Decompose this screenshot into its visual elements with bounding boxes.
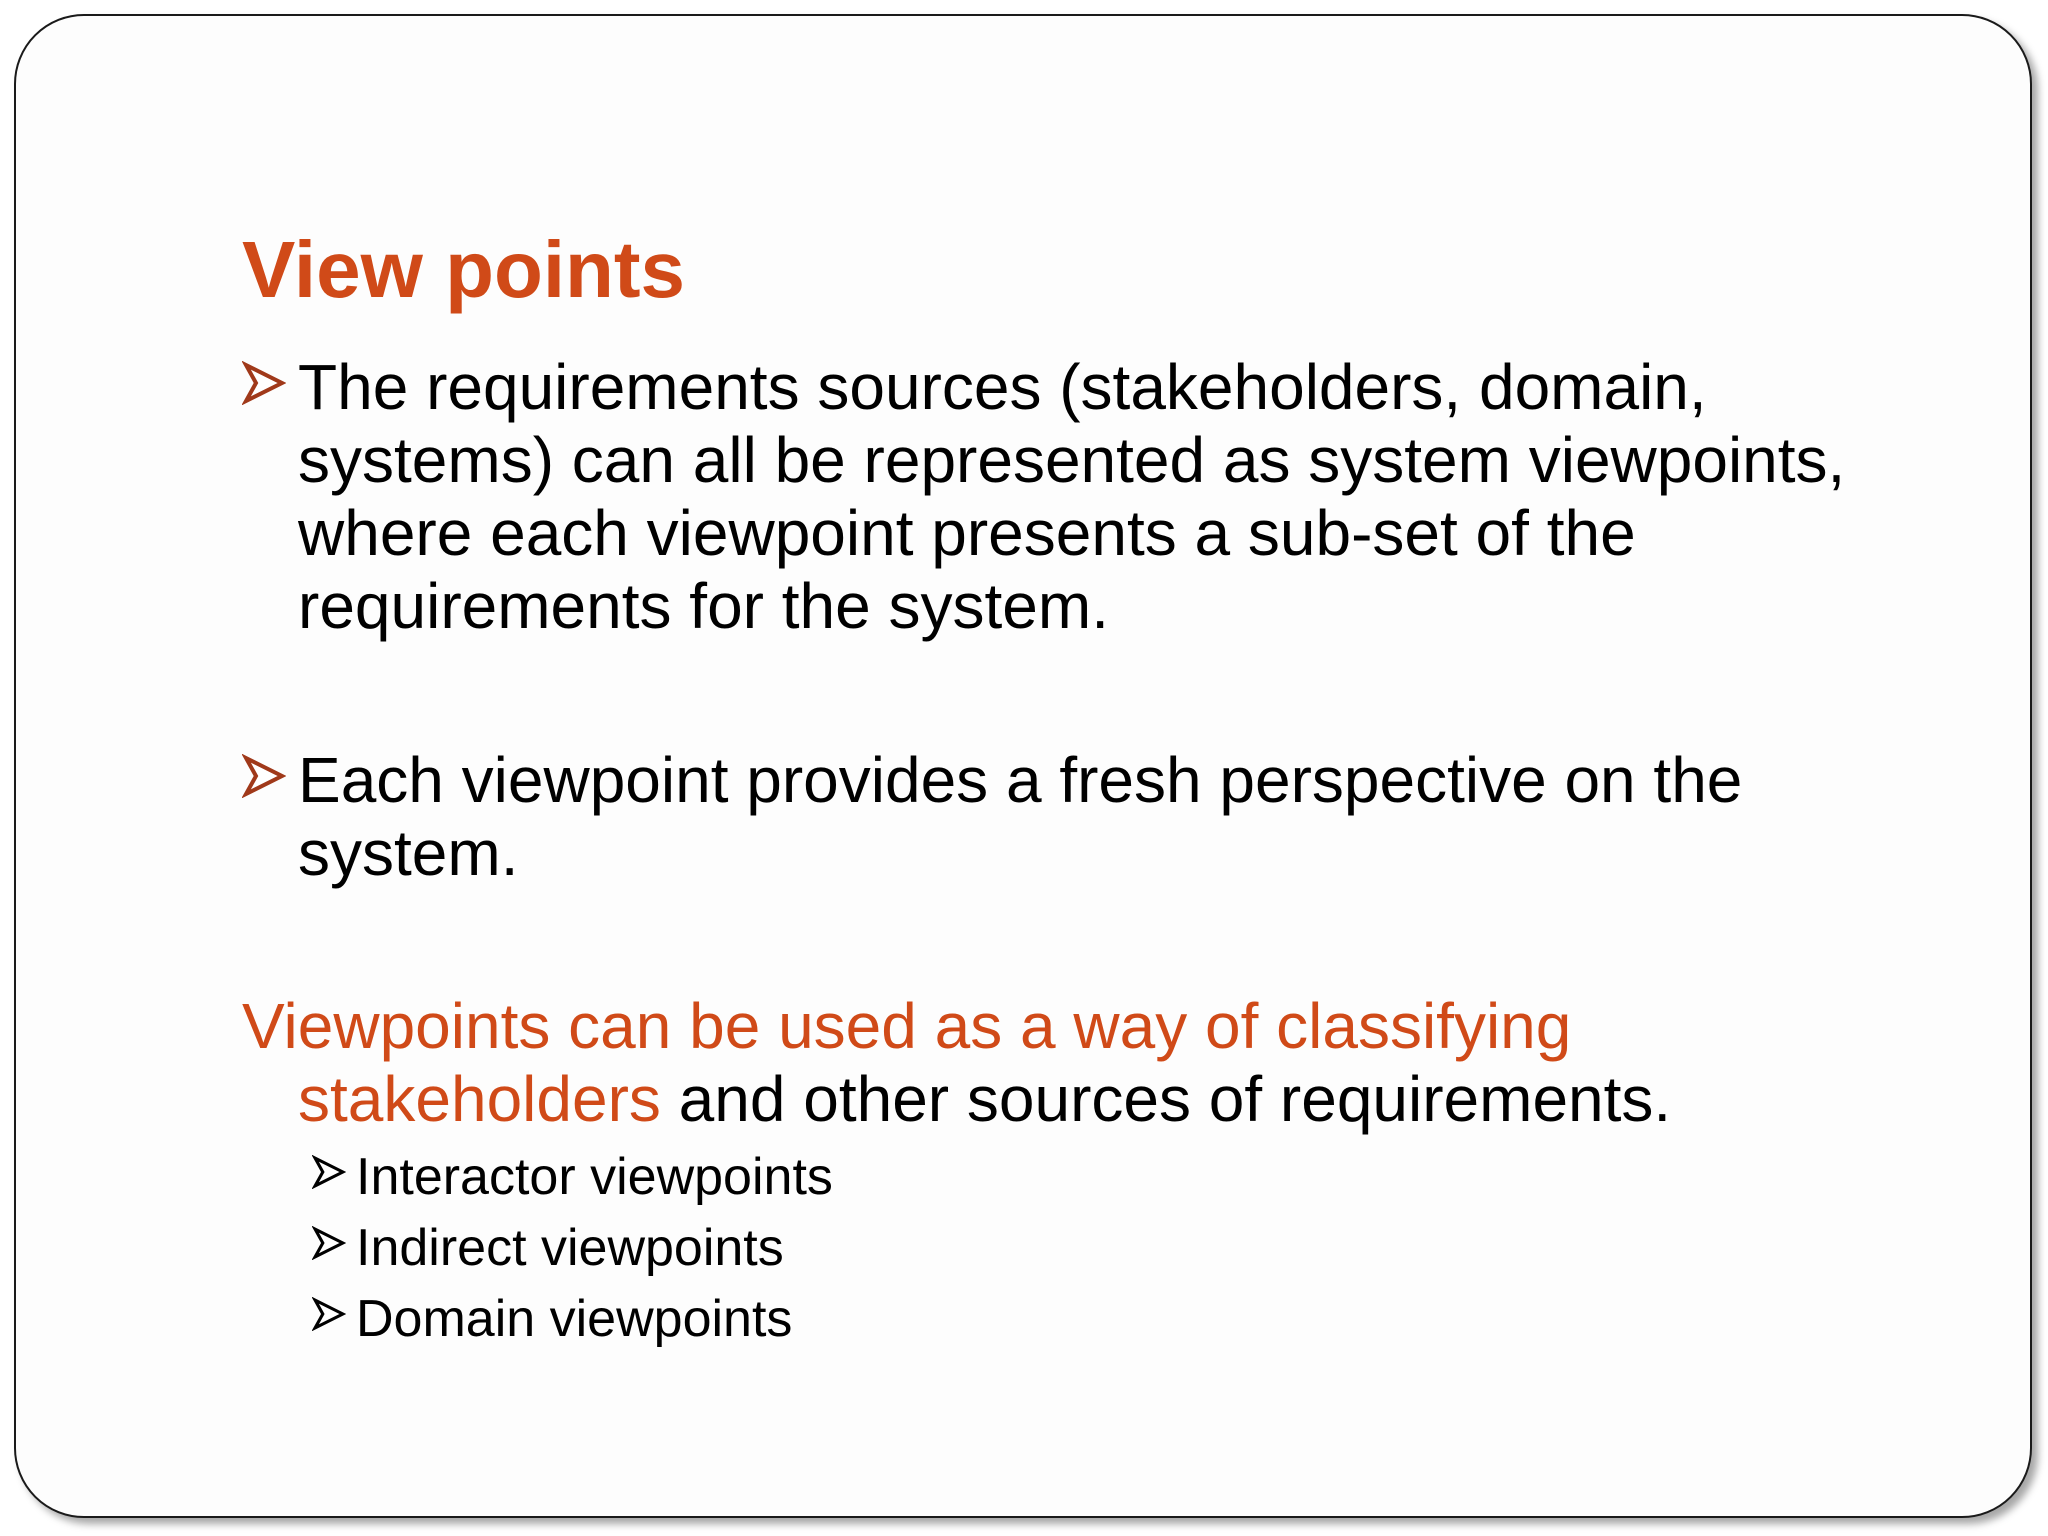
paragraph-rest: and other sources of requirements. bbox=[660, 1063, 1672, 1135]
slide bbox=[14, 14, 2032, 1518]
sub-bullet-item bbox=[312, 1288, 833, 1359]
arrow-bullet-icon bbox=[242, 754, 286, 798]
bullet-item bbox=[242, 351, 1962, 643]
paragraph-line2 bbox=[242, 1063, 2002, 1136]
sub-bullet-text: Domain viewpoints bbox=[356, 1290, 793, 1348]
slide-title: View points bbox=[242, 225, 686, 314]
sub-bullet-item bbox=[312, 1217, 833, 1288]
bullet-text: The requirements sources (stakeholders, domain, systems) can all be represented as system viewpoints, where each viewpoint presents a sub-set of the requirements for the system. bbox=[298, 351, 1846, 642]
sub-bullet-item bbox=[312, 1146, 833, 1217]
sub-bullet-text: Interactor viewpoints bbox=[356, 1148, 833, 1206]
bullet-text: Each viewpoint provides a fresh perspective on the system. bbox=[298, 744, 1743, 889]
arrow-bullet-icon bbox=[312, 1297, 346, 1331]
paragraph-highlight-line1: Viewpoints can be used as a way of classifying bbox=[242, 990, 1572, 1062]
classification-paragraph bbox=[242, 990, 2002, 1136]
arrow-bullet-icon bbox=[312, 1226, 346, 1260]
viewpoint-types-list bbox=[312, 1146, 833, 1359]
paragraph-highlight-line2: stakeholders bbox=[298, 1063, 661, 1135]
arrow-bullet-icon bbox=[312, 1155, 346, 1189]
bullet-item bbox=[242, 744, 1962, 890]
arrow-bullet-icon bbox=[242, 361, 286, 405]
sub-bullet-text: Indirect viewpoints bbox=[356, 1219, 784, 1277]
